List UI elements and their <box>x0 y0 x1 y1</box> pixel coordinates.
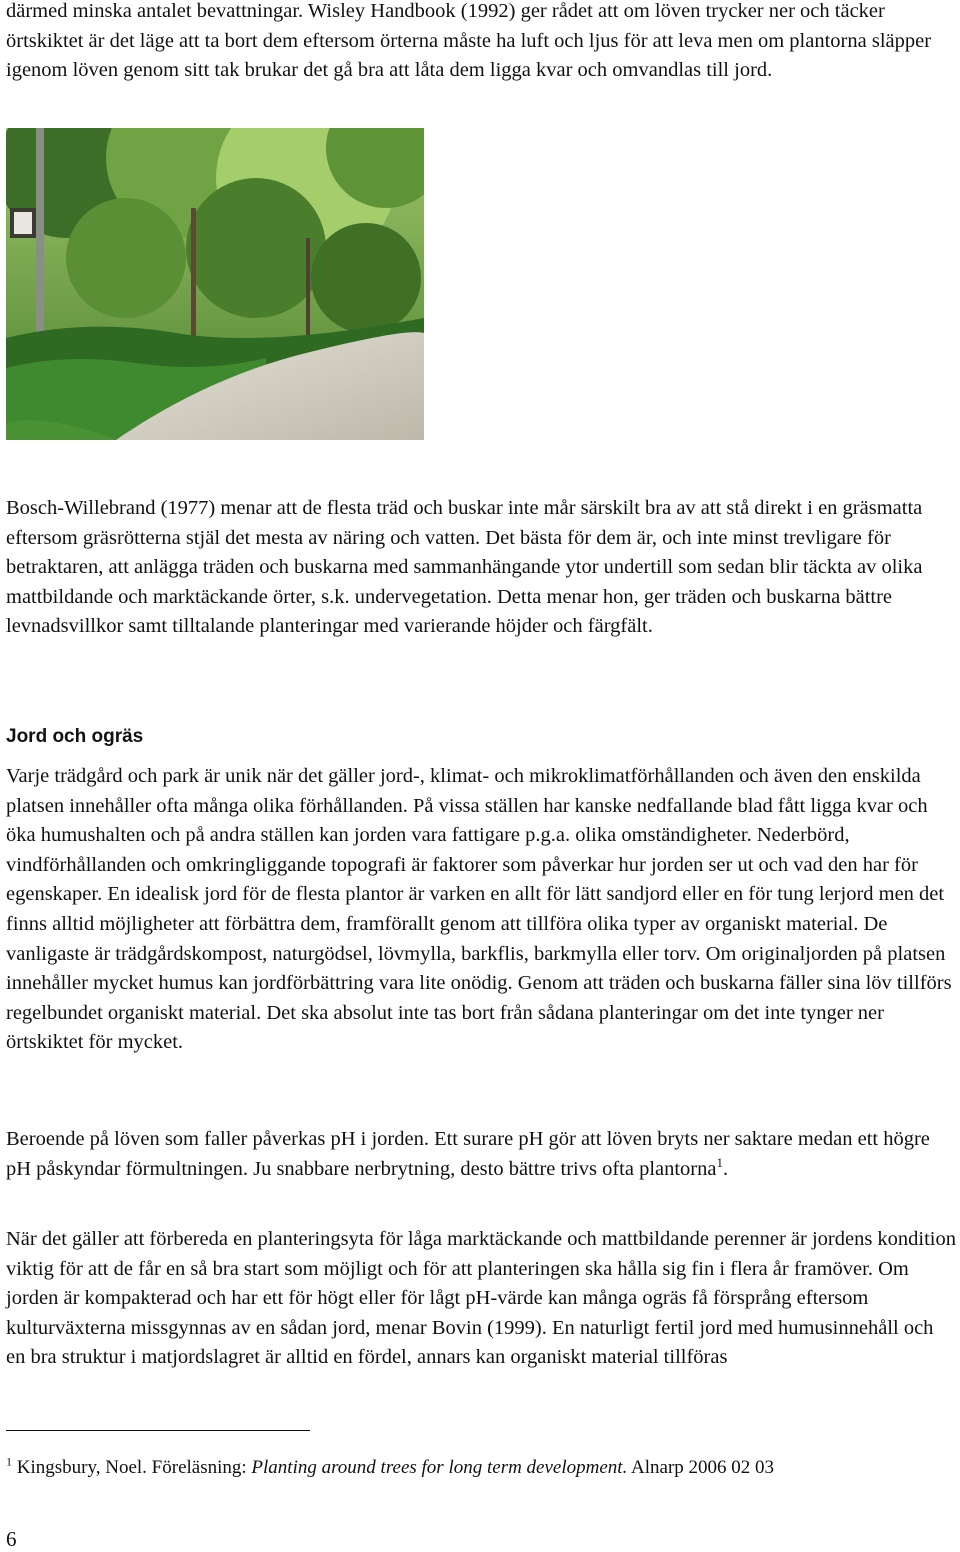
footnote-suffix: Alnarp 2006 02 03 <box>627 1457 775 1478</box>
ph-paragraph-text: Beroende på löven som faller påverkas pH i jorden. Ett surare pH gör att löven bryts ner saktare medan ett högre pH påskyndar förmultningen. Ju snabbare nerbrytning, desto bättre trivs ofta plantorna <box>6 1128 930 1180</box>
footnote <box>6 1455 774 1481</box>
footnote-title: Planting around trees for long term development. <box>251 1457 628 1478</box>
footnote-number: 1 <box>6 1454 12 1469</box>
planting-paragraph: När det gäller att förbereda en planteringsyta för låga marktäckande och mattbildande perenner är jordens kondition viktig för att de får en så bra start som möjligt och för att planteringen ska hålla sig fin i flera år framöver. Om jorden är kompakterad och har ett för högt eller för lågt pH-värde kan många ogräs få försprång eftersom kulturväxterna missgynnas av en sådan jord, menar Bovin (1999). En naturligt fertil jord med humusinnehåll och en bra struktur i matjordslagret är alltid en fördel, annars kan organiskt material tillföras <box>6 1228 957 1369</box>
ph-paragraph <box>6 1125 956 1184</box>
garden-photo <box>6 128 424 440</box>
intro-paragraph: därmed minska antalet bevattningar. Wisley Handbook (1992) ger rådet att om löven trycker ner och täcker örtskiktet är det läge att ta bort dem eftersom örterna måste ha luft och ljus för att leva men om plantorna släpper igenom löven genom sitt tak brukar det gå bra att låta dem ligga kvar och omvandlas till jord. <box>6 0 932 82</box>
page-number: 6 <box>6 1527 17 1551</box>
soil-paragraph: Varje trädgård och park är unik när det gäller jord-, klimat- och mikroklimatförhållanden och även den enskilda platsen innehåller ofta många olika förhållanden. På vissa ställen har kanske nedfallande blad fått ligga kvar och öka humushalten och på andra ställen kan jorden vara fattigare p.g.a. olika omständigheter. Nederbörd, vindförhållanden och omkringliggande topografi är faktorer som påverkar hur jorden ser ut och vad den har för egenskaper. En idealisk jord för de flesta plantor är varken en allt för lätt sandjord eller en för tung lerjord men det finns alltid möjligheter att förbättra dem, framförallt genom att tillföra olika typer av organiskt material. De vanligaste är trädgårdskompost, naturgödsel, lövmylla, barkflis, barkmylla eller torv. Om originaljorden på platsen innehåller mycket humus kan jordförbättring vara lite onödig. Genom att träden och buskarna fäller sina löv tillförs regelbundet organiskt material. Det ska absolut inte tas bort från sådana planteringar om det inte tynger ner örtskiktet för mycket. <box>6 765 952 1054</box>
footnote-reference[interactable]: 1 <box>716 1154 723 1170</box>
bosch-paragraph: Bosch-Willebrand (1977) menar att de flesta träd och buskar inte mår särskilt bra av att stå direkt i en gräsmatta eftersom gräsrötterna stjäl det mesta av näring och vatten. Det bästa för dem är, och inte minst trevligare för betraktaren, att anlägga träden och buskarna med sammanhängande ytor undertill som sedan blir täckta av olika mattbildande och marktäckande örter, s.k. undervegetation. Detta menar hon, ger träden och buskarna bättre levnadsvillkor samt tilltalande planteringar med varierande höjder och färgfält. <box>6 497 923 638</box>
section-heading: Jord och ogräs <box>6 726 144 747</box>
footnote-prefix: Kingsbury, Noel. Föreläsning: <box>12 1457 252 1478</box>
footnote-divider <box>6 1430 310 1431</box>
ph-paragraph-end: . <box>722 1157 729 1180</box>
